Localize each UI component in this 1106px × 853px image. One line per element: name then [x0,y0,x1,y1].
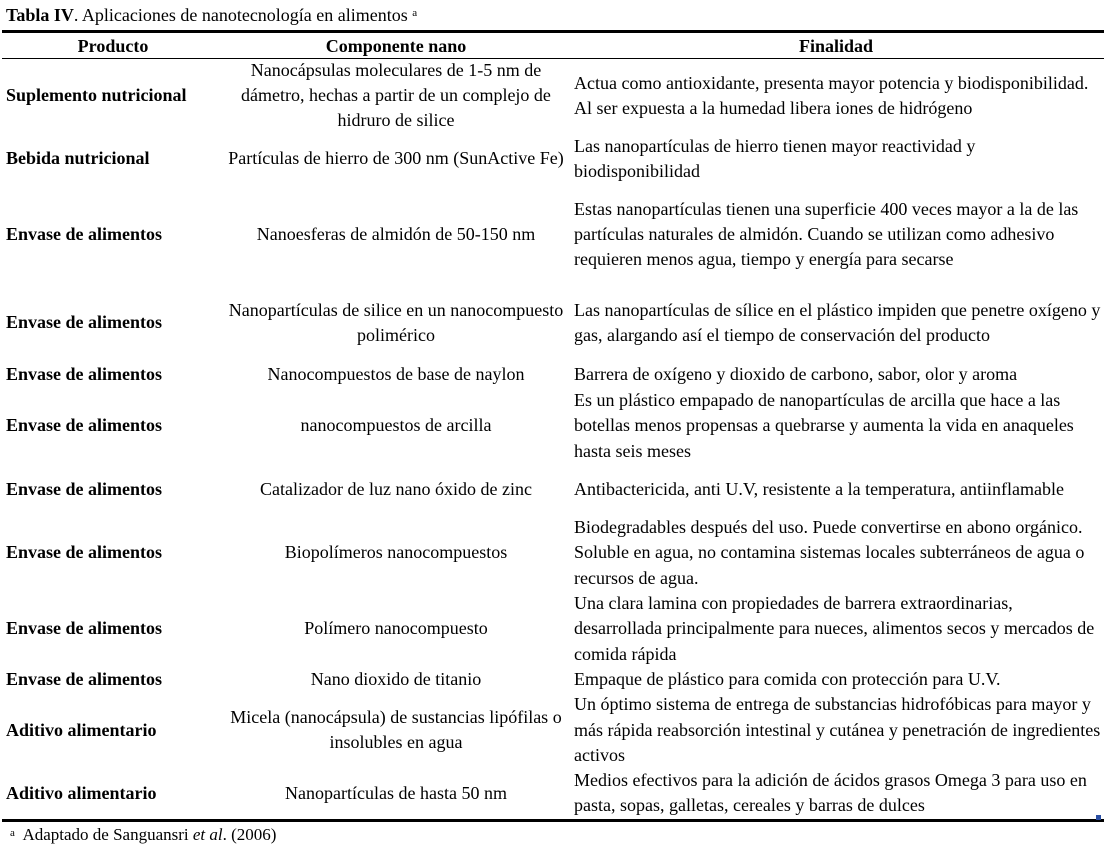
cell-finalidad: Biodegradables después del uso. Puede convertirse en abono orgánico. Soluble en agua, no contamina sistemas locales subterráneos de agua o recursos de agua. [574,517,1085,588]
table-row [2,361,1104,388]
cell-producto: Bebida nutricional [6,148,150,169]
cell-finalidad: Medios efectivos para la adición de ácidos grasos Omega 3 para uso en pasta, sopas, galletas, cereales y barras de dulces [574,770,1087,816]
footnote-mark: a [10,827,15,839]
table-row [2,667,1104,692]
cell-producto: Envase de alimentos [6,312,163,333]
footnote-year: . (2006) [222,825,277,844]
cell-finalidad: Empaque de plástico para comida con protección para U.V. [574,669,1001,690]
table-row [2,692,1104,768]
table-row [2,285,1104,361]
cell-producto: Aditivo alimentario [6,719,157,740]
selection-handle[interactable] [1096,815,1101,820]
table-bottom-rule [2,819,1104,822]
table-row [2,464,1104,515]
cell-componente: Catalizador de luz nano óxido de zinc [260,478,532,499]
table-row [2,768,1104,818]
cell-finalidad: Las nanopartículas de sílice en el plástico impiden que penetre oxígeno y gas, alargando así el tiempo de conservación del producto [574,299,1101,346]
header-finalidad: Finalidad [798,35,874,56]
table-row [2,591,1104,667]
cell-finalidad: Una clara lamina con propiedades de barrera extraordinarias, desarrollada principalmente para nueces, alimentos secos y mercados de comida rápida [574,593,1095,664]
cell-componente: Biopolímeros nanocompuestos [284,542,508,563]
table-caption-footnote-mark: a [412,7,418,19]
footnote-etal: et al [192,825,223,844]
header-producto: Producto [77,35,149,56]
cell-finalidad: Actua como antioxidante, presenta mayor potencia y biodisponibilidad. Al ser expuesta a la humedad libera iones de hidrógeno [574,72,1089,118]
cell-producto: Envase de alimentos [6,363,163,384]
cell-producto: Envase de alimentos [6,669,163,690]
cell-producto: Envase de alimentos [6,415,163,436]
footnote-text: Adaptado de Sanguansri [22,825,189,844]
table-row [2,388,1104,464]
header-componente-nano: Componente nano [325,35,467,56]
cell-finalidad: Es un plástico empapado de nanopartículas de arcilla que hace a las botellas menos propensas a quebrarse y aumenta la vida en anaqueles hasta seis meses [574,390,1074,461]
cell-producto: Envase de alimentos [6,478,163,499]
table-row [2,184,1104,285]
table-footnote [10,824,276,846]
cell-producto: Envase de alimentos [6,542,163,563]
table-row [2,134,1104,184]
table-caption-text: . Aplicaciones de nanotecnología en alimentos [73,5,408,25]
cell-componente: Nano dioxido de titanio [310,669,482,690]
cell-componente: Polímero nanocompuesto [304,618,488,639]
cell-producto: Aditivo alimentario [6,782,157,803]
cell-finalidad: Antibactericida, anti U.V, resistente a la temperatura, antiinflamable [574,478,1064,499]
cell-finalidad: Un óptimo sistema de entrega de substancias hidrofóbicas para mayor y más rápida reabsorción intestinal y cutánea y penetración de ingredientes activos [574,694,1101,765]
table-row [2,515,1104,591]
cell-componente: Partículas de hierro de 300 nm (SunActive Fe) [228,148,564,169]
cell-componente: Nanopartículas de silice en un nanocompuesto polimérico [228,299,564,346]
cell-finalidad: Las nanopartículas de hierro tienen mayor reactividad y biodisponibilidad [574,135,976,181]
cell-componente: Nanoesferas de almidón de 50-150 nm [256,223,536,244]
cell-componente: nanocompuestos de arcilla [300,415,492,436]
cell-producto: Envase de alimentos [6,223,163,244]
cell-componente: Nanocompuestos de base de naylon [267,363,525,384]
cell-componente: Micela (nanocápsula) de sustancias lipófilas o insolubles en agua [230,707,562,753]
cell-componente: Nanocápsulas moleculares de 1-5 nm de dámetro, hechas a partir de un complejo de hidruro de silice [241,60,551,131]
table-caption [6,4,417,26]
nanotech-table [2,33,1104,819]
cell-finalidad: Barrera de oxígeno y dioxido de carbono, sabor, olor y aroma [574,363,1018,384]
cell-producto: Envase de alimentos [6,618,163,639]
table-caption-label: Tabla IV [6,5,74,25]
cell-producto: Suplemento nutricional [6,85,187,106]
cell-componente: Nanopartículas de hasta 50 nm [285,782,507,803]
table-header-row [2,33,1104,58]
table-row [2,58,1104,134]
cell-finalidad: Estas nanopartículas tienen una superficie 400 veces mayor a la de las partículas naturales de almidón. Cuando se utilizan como adhesivo requieren menos agua, tiempo y energía para secarse [574,198,1079,270]
